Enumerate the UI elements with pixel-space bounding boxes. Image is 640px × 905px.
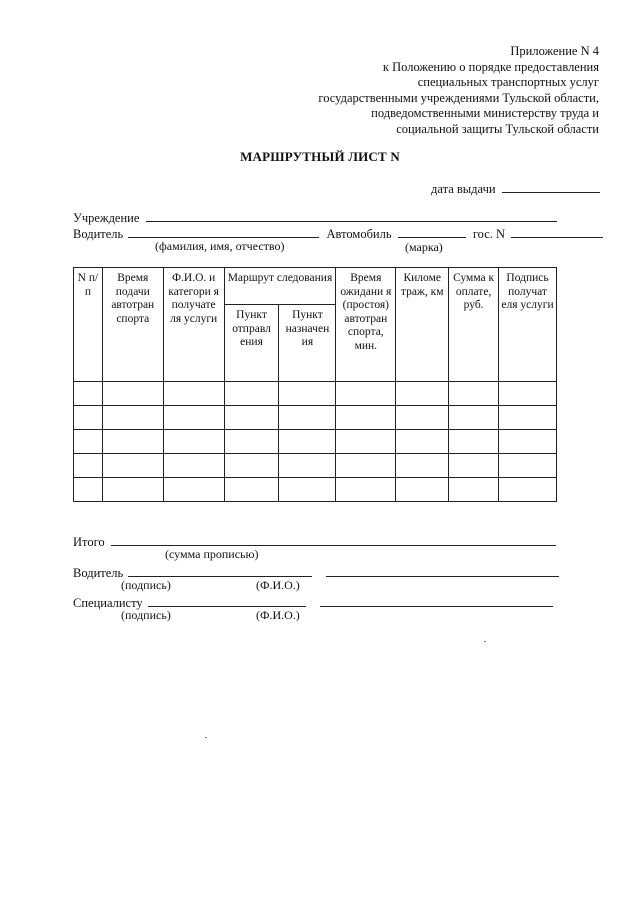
table-cell[interactable] — [336, 430, 396, 454]
table-row — [74, 382, 557, 406]
table-cell[interactable] — [449, 406, 499, 430]
total-hint: (сумма прописью) — [165, 547, 259, 561]
table-cell[interactable] — [163, 430, 224, 454]
table-cell[interactable] — [163, 478, 224, 502]
scan-speck — [205, 737, 207, 738]
table-cell[interactable] — [102, 430, 163, 454]
table-cell[interactable] — [279, 454, 336, 478]
table-cell[interactable] — [74, 406, 103, 430]
plate-label: гос. N — [472, 227, 506, 241]
table-cell[interactable] — [102, 406, 163, 430]
footer-driver-signature-line[interactable] — [128, 564, 312, 577]
table-cell[interactable] — [102, 478, 163, 502]
table-cell[interactable] — [449, 382, 499, 406]
driver-label: Водитель — [73, 227, 124, 241]
table-cell[interactable] — [499, 430, 557, 454]
header-wait-time: Время ожидани я (простоя) автотран спорта, мин. — [336, 268, 396, 382]
table-cell[interactable] — [279, 430, 336, 454]
footer-driver-fio-line[interactable] — [326, 564, 559, 577]
table-cell[interactable] — [396, 382, 449, 406]
specialist-signature-hint: (подпись) — [121, 608, 171, 622]
table-cell[interactable] — [163, 454, 224, 478]
table-cell[interactable] — [163, 382, 224, 406]
appendix-header — [279, 44, 599, 137]
table-cell[interactable] — [499, 478, 557, 502]
appendix-line-4: государственными учреждениями Тульской области, — [318, 90, 599, 105]
table-cell[interactable] — [279, 382, 336, 406]
table-row — [74, 454, 557, 478]
total-line[interactable] — [111, 533, 556, 546]
table-cell[interactable] — [74, 454, 103, 478]
table-cell[interactable] — [396, 430, 449, 454]
institution-line[interactable] — [146, 209, 557, 222]
institution-label: Учреждение — [73, 211, 140, 225]
table-cell[interactable] — [224, 454, 279, 478]
driver-hint: (фамилия, имя, отчество) — [155, 239, 285, 253]
header-fio: Ф.И.О. и категори я получате ля услуги — [163, 268, 224, 382]
table-cell[interactable] — [224, 406, 279, 430]
table-cell[interactable] — [499, 406, 557, 430]
total-label: Итого — [73, 535, 105, 549]
header-route-to: Пункт назначен ия — [279, 305, 336, 382]
table-cell[interactable] — [396, 406, 449, 430]
table-cell[interactable] — [449, 478, 499, 502]
table-cell[interactable] — [74, 430, 103, 454]
table-cell[interactable] — [224, 382, 279, 406]
specialist-fio-hint: (Ф.И.О.) — [256, 608, 300, 622]
table-cell[interactable] — [499, 382, 557, 406]
header-time-supply: Время подачи автотран спорта — [102, 268, 163, 382]
table-cell[interactable] — [74, 478, 103, 502]
institution-row — [73, 209, 557, 226]
table-cell[interactable] — [102, 454, 163, 478]
appendix-line-3: специальных транспортных услуг — [417, 75, 599, 89]
table-cell[interactable] — [449, 430, 499, 454]
specialist-signature-line[interactable] — [148, 594, 306, 607]
table-cell[interactable] — [336, 454, 396, 478]
header-num: N п/п — [74, 268, 103, 382]
route-table-body — [74, 382, 557, 502]
table-cell[interactable] — [499, 454, 557, 478]
scan-speck — [484, 641, 486, 642]
table-cell[interactable] — [224, 430, 279, 454]
table-cell[interactable] — [336, 382, 396, 406]
specialist-label: Специалисту — [73, 596, 143, 610]
table-cell[interactable] — [163, 406, 224, 430]
table-row — [74, 406, 557, 430]
table-row — [74, 430, 557, 454]
document-title: МАРШРУТНЫЙ ЛИСТ N — [240, 149, 400, 164]
table-cell[interactable] — [396, 478, 449, 502]
specialist-fio-line[interactable] — [320, 594, 553, 607]
route-table — [73, 267, 557, 502]
header-km: Киломе траж, км — [396, 268, 449, 382]
appendix-line-2: к Положению о порядке предоставления — [382, 59, 599, 74]
car-line[interactable] — [398, 225, 466, 238]
driver-signature-hint: (подпись) — [121, 578, 171, 592]
footer-driver-label: Водитель — [73, 566, 124, 580]
driver-car-row — [73, 225, 603, 242]
table-cell[interactable] — [449, 454, 499, 478]
issue-date-line[interactable] — [502, 180, 600, 193]
appendix-line-6: социальной защиты Тульской области — [396, 121, 599, 136]
table-cell[interactable] — [224, 478, 279, 502]
car-label: Автомобиль — [326, 227, 392, 241]
appendix-line-5: подведомственными министерству труда и — [371, 106, 599, 120]
header-sum: Сумма к оплате, руб. — [449, 268, 499, 382]
issue-date-label: дата выдачи — [431, 182, 496, 196]
table-cell[interactable] — [102, 382, 163, 406]
table-cell[interactable] — [336, 406, 396, 430]
plate-line[interactable] — [511, 225, 603, 238]
car-hint: (марка) — [405, 240, 443, 254]
driver-fio-hint: (Ф.И.О.) — [256, 578, 300, 592]
table-cell[interactable] — [279, 478, 336, 502]
header-route-from: Пункт отправл ения — [224, 305, 279, 382]
header-signature: Подпись получат еля услуги — [499, 268, 557, 382]
table-cell[interactable] — [336, 478, 396, 502]
table-cell[interactable] — [74, 382, 103, 406]
issue-date-row — [431, 180, 600, 197]
driver-line[interactable] — [128, 225, 319, 238]
table-cell[interactable] — [396, 454, 449, 478]
total-row — [73, 533, 556, 550]
header-route: Маршрут следования — [224, 268, 336, 305]
appendix-line-1: Приложение N 4 — [510, 44, 599, 58]
table-cell[interactable] — [279, 406, 336, 430]
table-row — [74, 478, 557, 502]
